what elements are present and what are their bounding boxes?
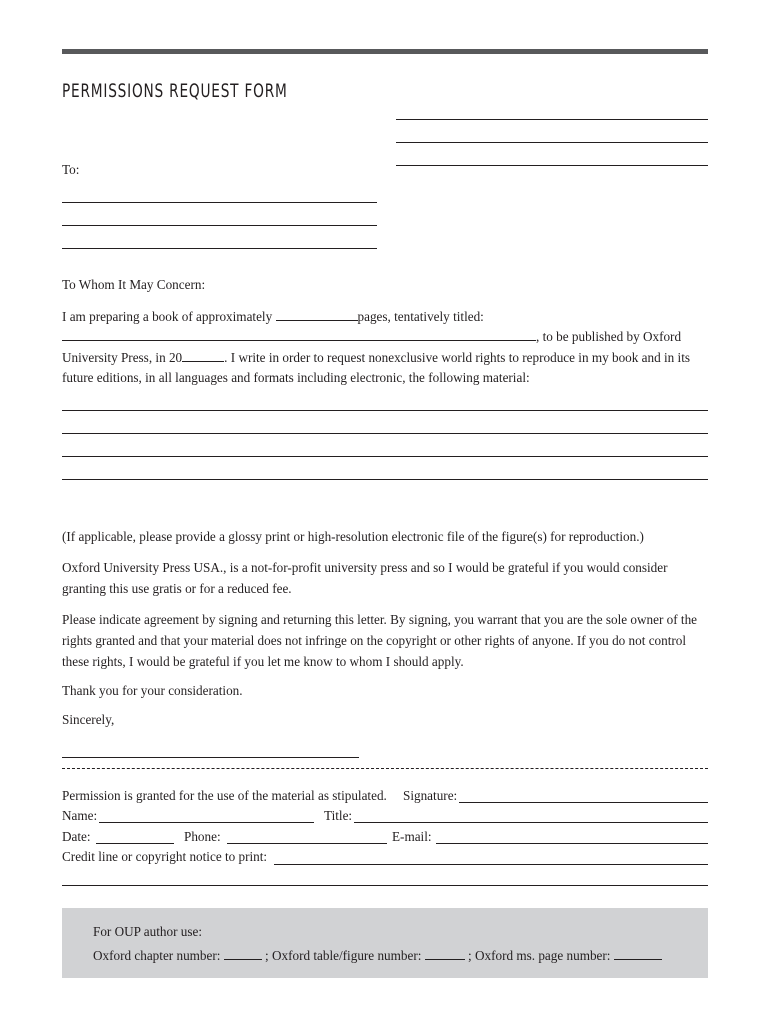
- name-label: Name:: [62, 808, 98, 823]
- publisher-text: , to be published by Oxford: [536, 329, 682, 344]
- title-field[interactable]: [354, 822, 708, 823]
- credit-field-1[interactable]: [274, 864, 708, 865]
- nonprofit-paragraph: Oxford University Press USA., is a not-for-profit university press and so I would be grateful if you would consider granting this use gratis or for a reduced fee.: [62, 560, 668, 596]
- request-text: . I write in order to request nonexclusive world rights to reproduce in my book and in its: [224, 350, 691, 365]
- top-bar: [62, 49, 708, 54]
- pages-text: pages, tentatively titled:: [357, 309, 484, 324]
- sender-line-3[interactable]: [396, 165, 708, 166]
- oup-fields-row: [93, 947, 662, 964]
- recipient-line-2[interactable]: [62, 225, 377, 226]
- recipient-line-1[interactable]: [62, 202, 377, 203]
- thanks-text: Thank you for your consideration.: [62, 683, 243, 698]
- credit-field-2[interactable]: [62, 885, 708, 886]
- table-label: ; Oxford table/figure number:: [265, 948, 422, 963]
- salutation: To Whom It May Concern:: [62, 277, 206, 292]
- material-line-4[interactable]: [62, 479, 708, 480]
- sender-line-1[interactable]: [396, 119, 708, 120]
- phone-field[interactable]: [227, 843, 387, 844]
- book-title-field[interactable]: [62, 328, 536, 341]
- permission-text: Permission is granted for the use of the material as stipulated.: [62, 788, 387, 803]
- to-label: To:: [62, 162, 80, 177]
- chapter-number-field[interactable]: [224, 947, 262, 960]
- page-number-field[interactable]: [614, 947, 662, 960]
- requester-signature-line[interactable]: [62, 757, 359, 758]
- material-line-3[interactable]: [62, 456, 708, 457]
- date-field[interactable]: [96, 843, 174, 844]
- body-line-4: future editions, in all languages and formats including electronic, the following material:: [62, 370, 530, 385]
- signature-label: Signature:: [403, 788, 458, 803]
- body-line-1: [62, 308, 484, 325]
- page-count-field[interactable]: [276, 308, 358, 321]
- body-line-3: [62, 349, 690, 366]
- oup-use-box: [62, 908, 708, 978]
- body-line-2: [62, 328, 681, 345]
- signature-field[interactable]: [459, 802, 708, 803]
- sender-line-2[interactable]: [396, 142, 708, 143]
- chapter-label: Oxford chapter number:: [93, 948, 221, 963]
- credit-label: Credit line or copyright notice to print:: [62, 849, 268, 864]
- phone-label: Phone:: [184, 829, 221, 844]
- year-field[interactable]: [182, 349, 224, 362]
- publication-year-text: University Press, in 20: [62, 350, 183, 365]
- email-field[interactable]: [436, 843, 708, 844]
- material-line-1[interactable]: [62, 410, 708, 411]
- figure-number-field[interactable]: [425, 947, 465, 960]
- page-title: PERMISSIONS REQUEST FORM: [62, 80, 288, 102]
- cut-line: [62, 768, 708, 769]
- agreement-paragraph: Please indicate agreement by signing and returning this letter. By signing, you warrant that you are the sole owner of the rights granted and that your material does not infringe on the copyright or other rights of anyone. If you do not control these rights, I would be grateful if you let me know to whom I should apply.: [62, 612, 698, 669]
- title-label: Title:: [324, 808, 353, 823]
- closing-text: Sincerely,: [62, 712, 115, 727]
- date-label: Date:: [62, 829, 91, 844]
- oup-heading: For OUP author use:: [93, 924, 203, 939]
- material-line-2[interactable]: [62, 433, 708, 434]
- page-label: ; Oxford ms. page number:: [468, 948, 611, 963]
- name-field[interactable]: [99, 822, 314, 823]
- book-intro-text: I am preparing a book of approximately: [62, 309, 273, 324]
- figure-note: (If applicable, please provide a glossy print or high-resolution electronic file of the figure(s) for reproduction.): [62, 529, 644, 544]
- recipient-line-3[interactable]: [62, 248, 377, 249]
- email-label: E-mail:: [392, 829, 432, 844]
